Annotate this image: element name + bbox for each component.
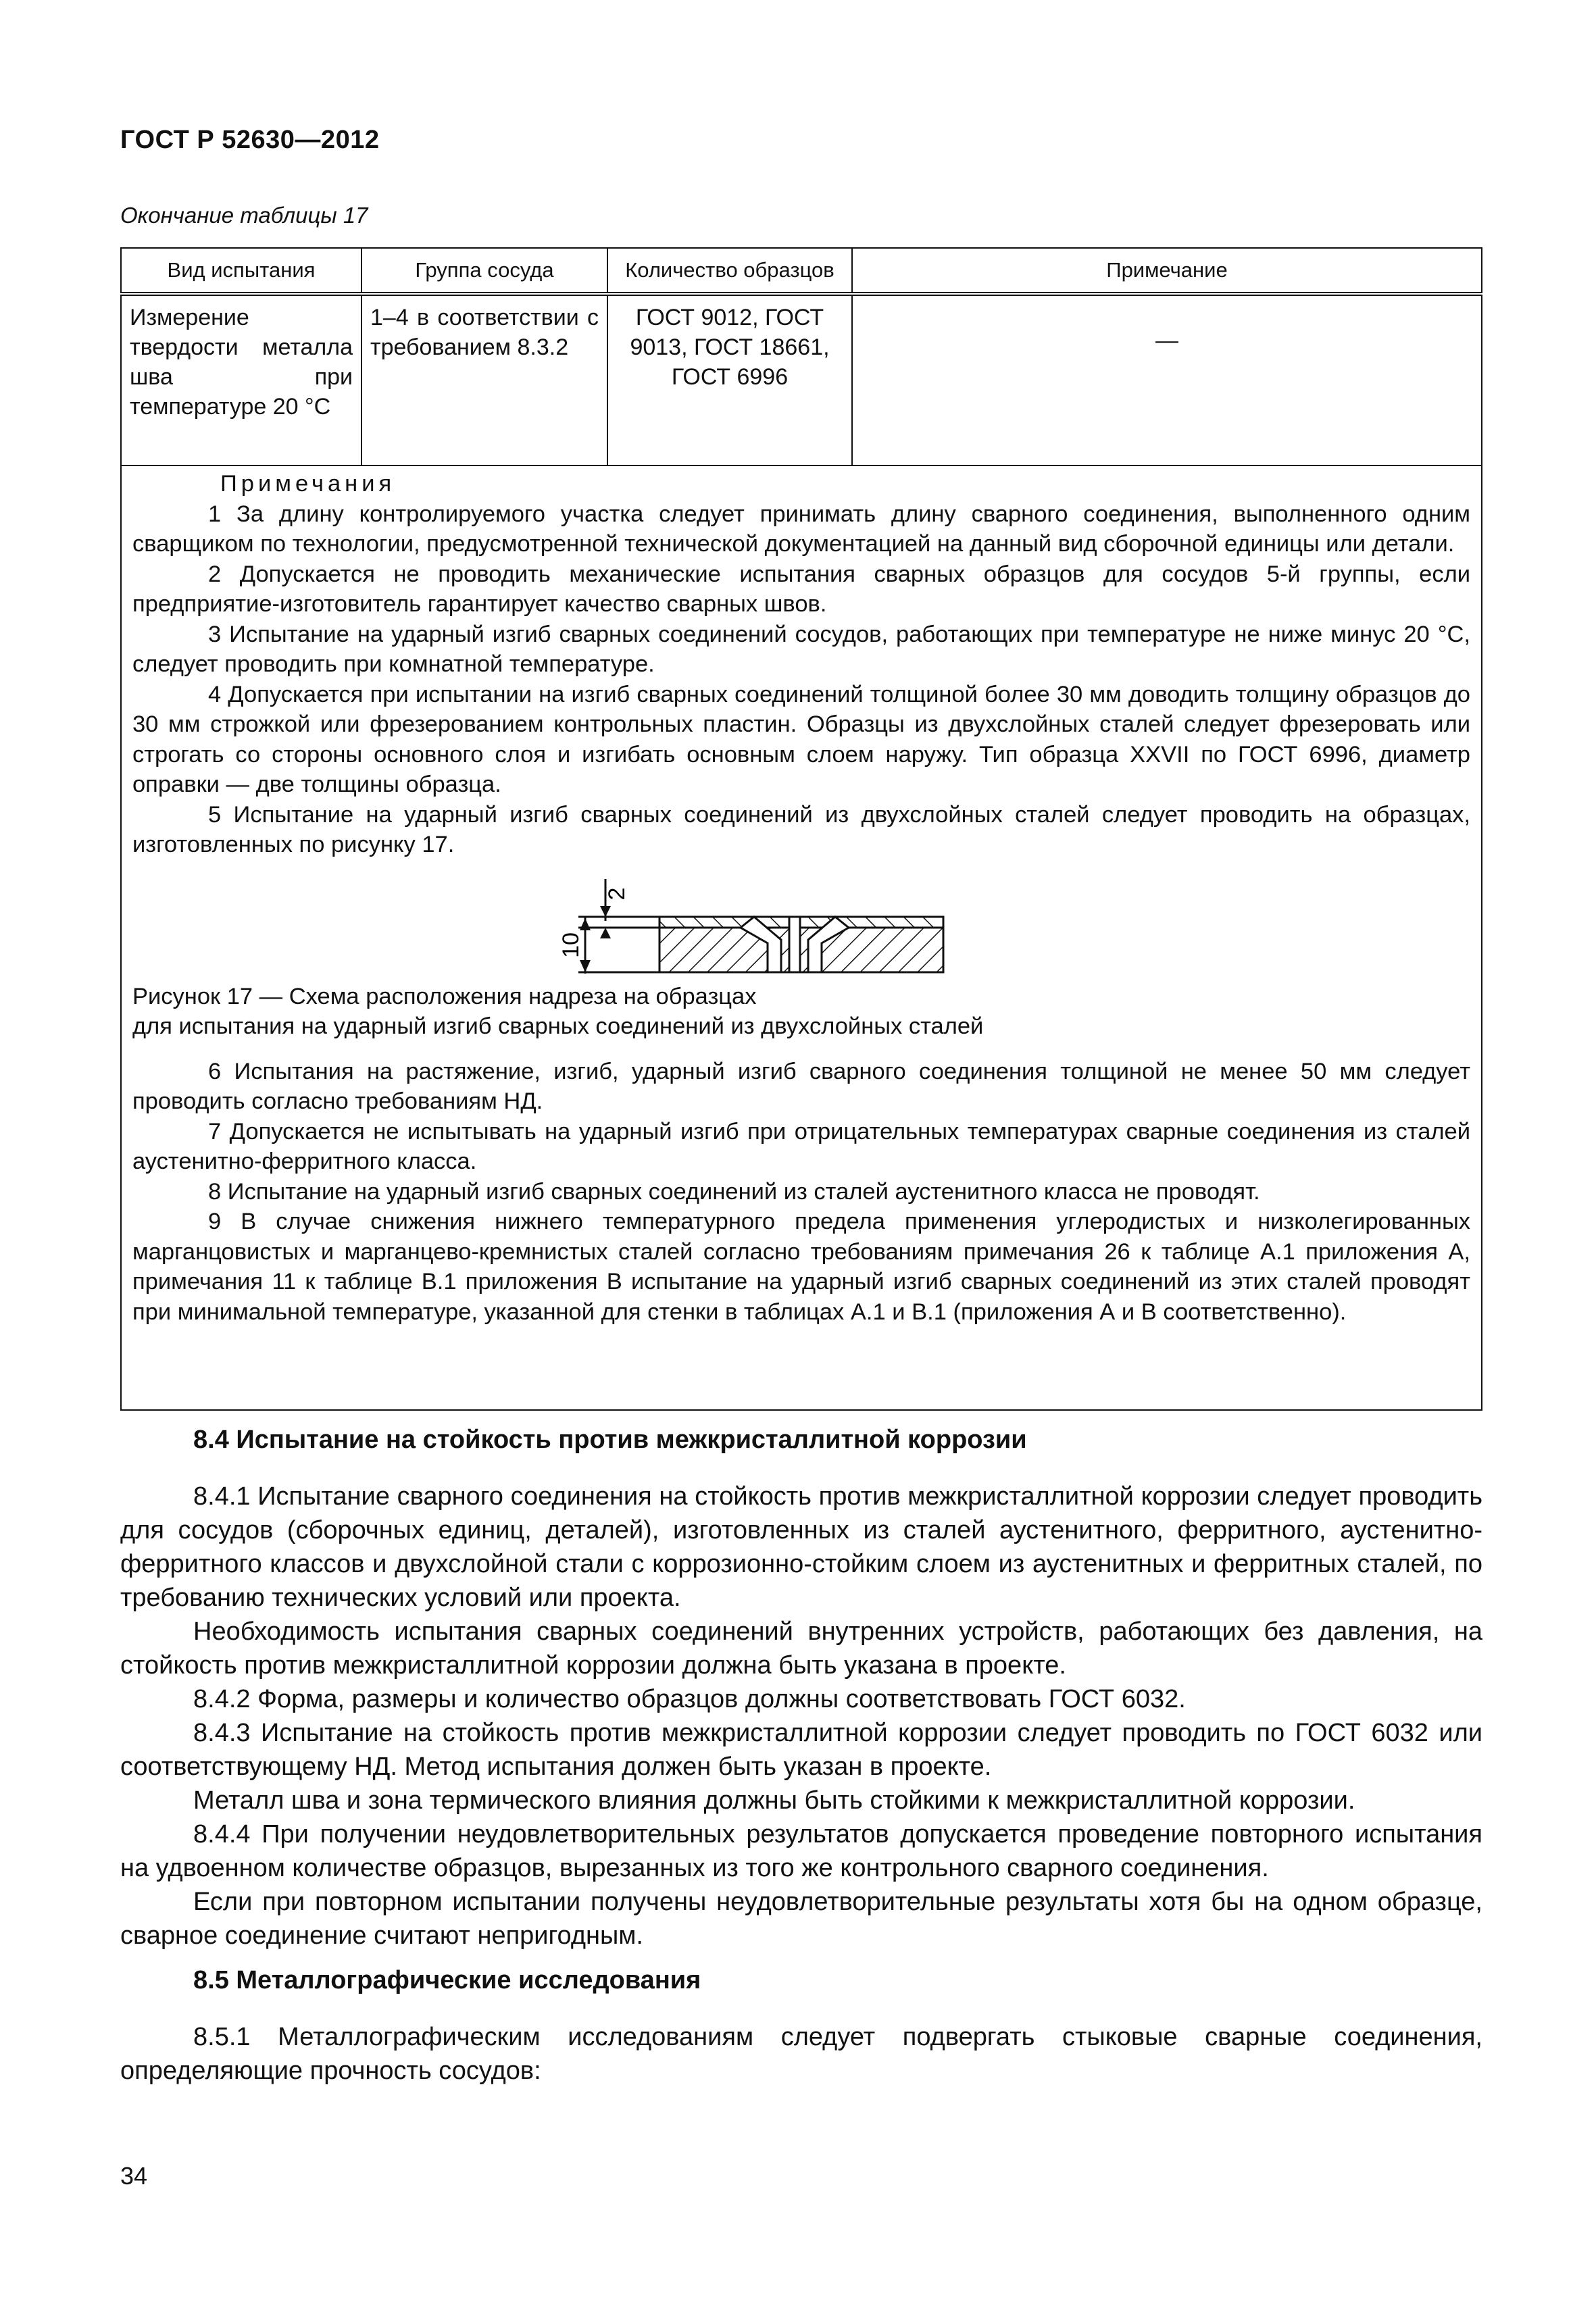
section-8-5-title: 8.5 Металлографические исследования	[193, 1966, 701, 1994]
table-caption: Окончание таблицы 17	[120, 203, 368, 228]
note-7: 7 Допускается не испытывать на ударный изгиб при отрицательных температурах сварные соединения из сталей аустенитно-ферритного класса.	[132, 1118, 1470, 1174]
paragraph: Если при повторном испытании получены неудовлетворительные результаты хотя бы на одном образце, сварное соединение считают непригодным.	[120, 1888, 1482, 1950]
paragraph: Необходимость испытания сварных соединений внутренних устройств, работающих без давления, на стойкость против межкристаллитной коррозии должна быть указана в проекте.	[120, 1617, 1482, 1680]
figure-caption-1: Рисунок 17 — Схема расположения надреза на образцах	[132, 983, 757, 1009]
section-8-4-title: 8.4 Испытание на стойкость против межкристаллитной коррозии	[193, 1426, 1027, 1454]
note-9: 9 В случае снижения нижнего температурного предела применения углеродистых и низколегированных марганцовистых и марганцево-кремнистых сталей согласно требованиям примечания 26 к таблице А.1 приложения А, примечания 11 к таблице В.1 приложения В испытание на ударный изгиб сварных соединений из этих сталей проводят при минимальной температуре, указанной для стенки в таблицах А.1 и В.1 (приложения А и В соответственно).	[132, 1209, 1470, 1325]
dim-10-label: 10	[558, 932, 584, 958]
figure-caption-2: для испытания на ударный изгиб сварных соединений из двухслойных сталей	[132, 1013, 984, 1039]
note-5: 5 Испытание на ударный изгиб сварных соединений из двухслойных сталей следует проводить на образцах, изготовленных по рисунку 17.	[132, 801, 1470, 857]
page-number: 34	[120, 2162, 148, 2190]
document-header: ГОСТ Р 52630—2012	[120, 126, 380, 154]
section-8-5-body	[120, 2020, 1482, 2088]
note-2: 2 Допускается не проводить механические испытания сварных образцов для сосудов 5-й группы, если предприятие-изготовитель гарантирует качество сварных швов.	[132, 561, 1470, 617]
cell-vessel-group: 1–4 в соответствии с требованием 8.3.2	[361, 294, 607, 466]
dim-2-label: 2	[604, 887, 630, 900]
cell-test-type: Измерение твердости металла шва при температуре 20 °С	[121, 294, 361, 466]
paragraph: 8.4.2 Форма, размеры и количество образцов должны соответствовать ГОСТ 6032.	[193, 1685, 1186, 1713]
cell-sample-count: ГОСТ 9012, ГОСТ 9013, ГОСТ 18661, ГОСТ 6996	[607, 294, 852, 466]
col-header-vessel-group: Группа сосуда	[361, 248, 607, 294]
note-1: 1 За длину контролируемого участка следует принимать длину сварного соединения, выполненного одним сварщиком по технологии, предусмотренной технической документацией на данный вид сборочной единицы или детали.	[132, 501, 1470, 557]
paragraph: Металл шва и зона термического влияния должны быть стойкими к межкристаллитной коррозии.	[193, 1786, 1355, 1815]
table-notes	[120, 438, 1482, 1411]
section-8-4-body	[120, 1480, 1482, 1953]
note-4: 4 Допускается при испытании на изгиб сварных соединений толщиной более 30 мм доводить толщину образцов до 30 мм строжкой или фрезерованием контрольных пластин. Образцы из двухслойных сталей следует фрезеровать или строгать со стороны основного слоя и изгибать основным слоем наружу. Тип образца XXVII по ГОСТ 6996, диаметр оправки — две толщины образца.	[132, 681, 1470, 797]
paragraph: 8.4.1 Испытание сварного соединения на стойкость против межкристаллитной коррозии следует проводить для сосудов (сборочных единиц, деталей), изготовленных из сталей аустенитного, ферритного, аустенитно-ферритного классов и двухслойной стали с коррозионно-стойким слоем из аустенитных и ферритных сталей, по требованию технических условий или проекта.	[120, 1482, 1482, 1612]
notch-diagram	[558, 865, 1038, 980]
notes-heading: Примечания	[220, 471, 396, 497]
paragraph: 8.4.4 При получении неудовлетворительных результатов допускается проведение повторного испытания на удвоенном количестве образцов, вырезанных из того же контрольного сварного соединения.	[120, 1820, 1482, 1882]
note-3: 3 Испытание на ударный изгиб сварных соединений сосудов, работающих при температуре не ниже минус 20 °С, следует проводить при комнатной температуре.	[132, 621, 1470, 677]
figure-17	[132, 860, 1470, 982]
paragraph: 8.5.1 Металлографическим исследованиям следует подвергать стыковые сварные соединения, определяющие прочность сосудов:	[120, 2023, 1482, 2085]
note-8: 8 Испытание на ударный изгиб сварных соединений из сталей аустенитного класса не проводят.	[208, 1178, 1260, 1205]
paragraph: 8.4.3 Испытание на стойкость против межкристаллитной коррозии следует проводить по ГОСТ 6032 или соответствующему НД. Метод испытания должен быть указан в проекте.	[120, 1719, 1482, 1781]
table-17-end	[120, 247, 1482, 466]
cell-note: —	[852, 294, 1482, 466]
col-header-note: Примечание	[852, 248, 1482, 294]
note-6: 6 Испытания на растяжение, изгиб, ударный изгиб сварного соединения толщиной не менее 50 мм следует проводить согласно требованиям НД.	[132, 1058, 1470, 1114]
col-header-test-type: Вид испытания	[121, 248, 361, 294]
col-header-sample-count: Количество образцов	[607, 248, 852, 294]
